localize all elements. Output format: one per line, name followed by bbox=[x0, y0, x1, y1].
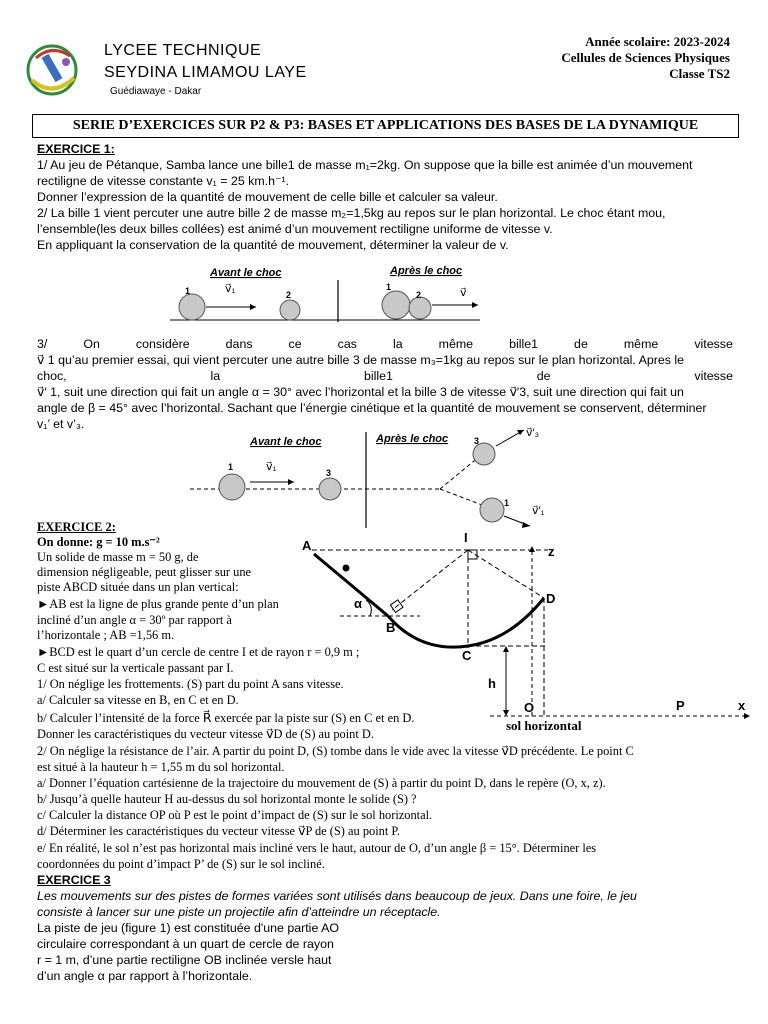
fig1-ball1-after bbox=[382, 291, 410, 319]
x-axis-label: x bbox=[738, 698, 746, 713]
ex1-q3-line3: choc, la bille1 de vitesse bbox=[37, 369, 733, 383]
collision-figure-2 bbox=[190, 424, 580, 530]
school-logo bbox=[22, 40, 100, 100]
ex3-line2: circulaire correspondant à un quart de cercle de rayon bbox=[37, 937, 334, 951]
ex1-q1-line3: Donner l’expression de la quantité de mouvement de celle bille et calculer sa valeur. bbox=[37, 190, 498, 204]
fig1-ball2-before bbox=[280, 300, 300, 320]
ex2-q1b-line2: Donner les caractéristiques du vecteur vitesse v⃗D de (S) au point D. bbox=[37, 727, 374, 741]
ex2-q1b-line1: b/ Calculer l’intensité de la force R⃗ exercée par la piste sur (S) en C et en D. bbox=[37, 711, 415, 725]
fig1-ball2-after-label: 2 bbox=[416, 290, 422, 300]
fig1-ball1-label: 1 bbox=[185, 286, 191, 296]
ex2-q2-line4: b/ Jusqu’à quelle hauteur H au-dessus du sol horizontal monte le solide (S) ? bbox=[37, 792, 417, 806]
ex2-intro-3: piste ABCD située dans un plan vertical: bbox=[37, 580, 239, 594]
ex1-q3-line2: v⃗ 1 qu’au premier essai, qui vient percuter une autre bille 3 de masse m₃=1kg au repos sur le plan horizontal. Apres le bbox=[37, 353, 685, 367]
fig2-v3p-label: v⃗′₃ bbox=[526, 427, 540, 439]
fig1-ball1-before bbox=[179, 294, 205, 320]
point-I-label: I bbox=[464, 530, 468, 545]
solid-S bbox=[343, 565, 350, 572]
ex1-heading: EXERCICE 1: bbox=[37, 142, 115, 156]
fig1-before-label: Avant le choc bbox=[210, 267, 282, 279]
fig1-after-label: Après le choc bbox=[390, 265, 463, 277]
track-figure bbox=[300, 528, 768, 738]
school-name-line2: SEYDINA LIMAMOU LAYE bbox=[104, 64, 307, 81]
fig1-ball1-after-label: 1 bbox=[386, 282, 392, 292]
fig1-v-label: v⃗ bbox=[460, 287, 467, 299]
ex1-q1-line1: 1/ Au jeu de Pétanque, Samba lance une bille1 de masse m₁=2kg. On suppose que la bille est animée d’un mouvement bbox=[37, 158, 693, 172]
ex2-q2-line3: a/ Donner l’équation cartésienne de la trajectoire du mouvement de (S) à partir du point D, dans le repère (O, x, z). bbox=[37, 776, 606, 790]
h-label: h bbox=[488, 676, 496, 691]
point-P-label: P bbox=[676, 698, 685, 713]
ex2-q2-line6: d/ Déterminer les caractéristiques du vecteur vitesse v⃗P de (S) au point P. bbox=[37, 824, 400, 838]
ex1-q3-line6: v₁’ et v’₃. bbox=[37, 417, 85, 431]
ex2-q2-line8: coordonnées du point d’impact P’ de (S) sur le sol incliné. bbox=[37, 857, 325, 871]
point-A-label: A bbox=[302, 538, 312, 553]
fig2-ball3-label: 3 bbox=[326, 468, 332, 478]
fig2-v1-label: v⃗₁ bbox=[266, 461, 277, 473]
fig2-before-label: Avant le choc bbox=[250, 436, 322, 448]
ex2-q2-line5: c/ Calculer la distance OP où P est le point d’impact de (S) sur le sol horizontal. bbox=[37, 808, 433, 822]
fig2-ball3-after-label: 3 bbox=[474, 436, 480, 446]
fig1-ball2-label: 2 bbox=[286, 290, 292, 300]
fig2-ball3 bbox=[319, 478, 341, 500]
fig2-ball1 bbox=[219, 474, 245, 500]
ex3-line1: La piste de jeu (figure 1) est constituée d'une partie AO bbox=[37, 921, 339, 935]
ex2-intro-8: C est situé sur la verticale passant par I. bbox=[37, 661, 234, 675]
ex3-line3: r = 1 m, d’une partie rectiligne OB inclinée versle haut bbox=[37, 953, 332, 967]
alpha-label: α bbox=[354, 596, 362, 611]
ex2-q2-line2: est situé à la hauteur h = 1,55 m du sol horizontal. bbox=[37, 760, 285, 774]
ex2-intro-10: a/ Calculer sa vitesse en B, en C et en D. bbox=[37, 693, 239, 707]
arc-BCD bbox=[388, 598, 544, 647]
fig2-after-label: Après le choc bbox=[376, 433, 449, 445]
ex2-given: On donne: g = 10 m.s⁻² bbox=[37, 535, 160, 549]
ex3-intro-line1: Les mouvements sur des pistes de formes variées sont utilisés dans beaucoup de jeux. Dans une foire, le jeu bbox=[37, 889, 637, 903]
ex3-heading: EXERCICE 3 bbox=[37, 873, 111, 887]
ex2-intro-1: Un solide de masse m = 50 g, de bbox=[37, 550, 199, 564]
point-D-label: D bbox=[546, 591, 556, 606]
fig1-ball2-after bbox=[409, 297, 431, 319]
collision-figure-1 bbox=[170, 262, 490, 324]
fig2-ball3-after bbox=[473, 443, 495, 465]
ex2-intro-2: dimension négligeable, peut glisser sur une bbox=[37, 565, 252, 579]
series-title: SERIE D’EXERCICES SUR P2 & P3: BASES ET APPLICATIONS DES BASES DE LA DYNAMIQUE bbox=[32, 114, 739, 138]
origin-O-label: O bbox=[524, 700, 535, 715]
fig1-v1-label: v⃗₁ bbox=[225, 283, 236, 295]
point-C-label: C bbox=[462, 648, 472, 663]
ex2-intro-5: incliné d’un angle α = 30º par rapport à bbox=[37, 613, 232, 627]
ex1-q2-line3: En appliquant la conservation de la quantité de mouvement, déterminer la valeur de v. bbox=[37, 238, 509, 252]
ex2-q2-line1: 2/ On néglige la résistance de l’air. A partir du point D, (S) tombe dans le vide avec la vitesse v⃗D précédente. Le point C bbox=[37, 744, 634, 758]
ex2-intro-9: 1/ On néglige les frottements. (S) part du point A sans vitesse. bbox=[37, 677, 344, 691]
ex3-intro-line2: consiste à lancer sur une piste un projectile afin d’atteindre un réceptacle. bbox=[37, 905, 441, 919]
school-year: Année scolaire: 2023-2024 bbox=[585, 34, 730, 49]
ex1-q2-line1: 2/ La bille 1 vient percuter une autre bille 2 de masse m₂=1,5kg au repos sur le plan horizontal. Le choc étant mou, bbox=[37, 206, 666, 220]
ex2-intro-6: l’horizontale ; AB =1,56 m. bbox=[37, 628, 175, 642]
fig2-ball1-after bbox=[480, 498, 504, 522]
fig2-v1p-label: v⃗′₁ bbox=[532, 505, 545, 517]
z-axis-label: z bbox=[548, 544, 555, 559]
ex1-q3-line5: angle de β = 45° avec l’horizontal. Sachant que l’énergie cinétique et la quantité de mouvement se conservent, déterminer bbox=[37, 401, 707, 415]
ex1-q1-line2: rectiligne de vitesse constante v₁ = 25 km.h⁻¹. bbox=[37, 174, 290, 188]
science-cell: Cellules de Sciences Physiques bbox=[561, 50, 730, 65]
ex2-heading: EXERCICE 2: bbox=[37, 520, 116, 534]
fig2-ball1-after-label: 1 bbox=[504, 498, 510, 508]
point-B-label: B bbox=[386, 620, 396, 635]
ex2-intro-4: ►AB est la ligne de plus grande pente d’un plan bbox=[37, 597, 279, 611]
school-location: Guédiawaye - Dakar bbox=[110, 86, 202, 97]
ex1-q3-line1: 3/ On considère dans ce cas la même bille1 de même vitesse bbox=[37, 337, 733, 351]
ex3-line4: d’un angle α par rapport à l’horizontale. bbox=[37, 969, 253, 983]
ex2-intro-7: ►BCD est le quart d’un cercle de centre I et de rayon r = 0,9 m ; bbox=[37, 645, 360, 659]
ex2-q2-line7: e/ En réalité, le sol n’est pas horizontal mais incliné vers le haut, autour de O, d’un angle β = 15°. Déterminer les bbox=[37, 841, 597, 855]
class-label: Classe TS2 bbox=[669, 66, 730, 81]
ex1-q2-line2: l’ensemble(les deux billes collées) est animé d’un mouvement rectiligne uniforme de vitesse v. bbox=[37, 222, 553, 236]
school-name-line1: LYCEE TECHNIQUE bbox=[104, 42, 262, 59]
fig2-ball1-label: 1 bbox=[228, 462, 234, 472]
ex1-q3-line4: v⃗′ 1, suit une direction qui fait un angle α = 30° avec l’horizontal et la bille 3 de vitesse v⃗′3, suit une direction qui fait un bbox=[37, 385, 684, 399]
ground-label: sol horizontal bbox=[506, 718, 582, 733]
